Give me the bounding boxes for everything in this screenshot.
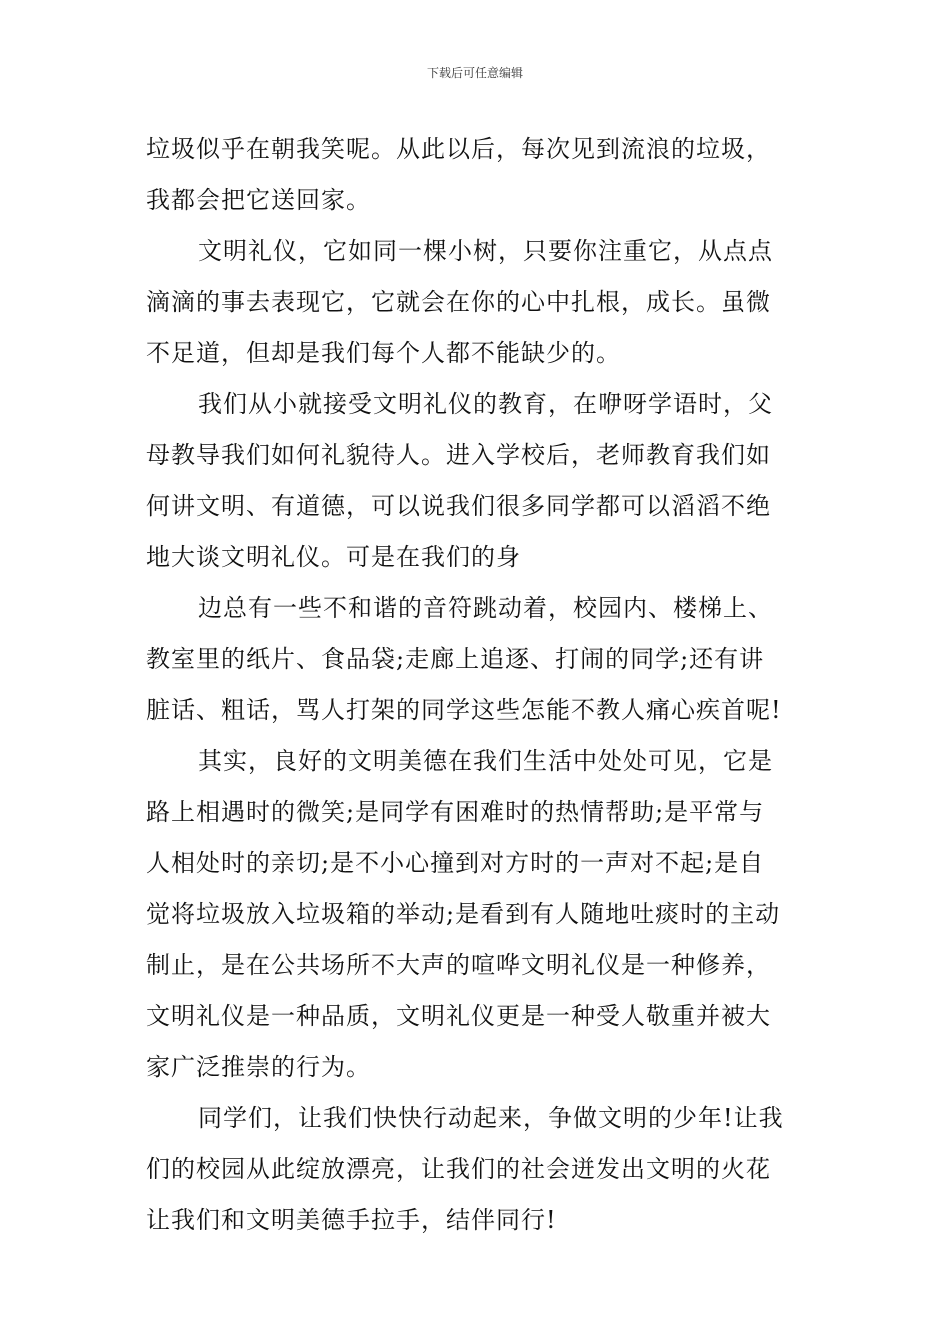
text-line: 滴滴的事去表现它，它就会在你的心中扎根，成长。虽微	[146, 288, 771, 316]
text-line: 何讲文明、有道德，可以说我们很多同学都可以滔滔不绝	[146, 492, 771, 520]
text-line: 地大谈文明礼仪。可是在我们的身	[146, 543, 521, 571]
text-line: 脏话、粗话，骂人打架的同学这些怎能不教人痛心疾首呢!	[146, 696, 782, 724]
text-line: 让我们和文明美德手拉手，结伴同行!	[146, 1206, 557, 1234]
text-line: 人相处时的亲切;是不小心撞到对方时的一声对不起;是自	[146, 849, 765, 877]
text-line: 们的校园从此绽放漂亮，让我们的社会迸发出文明的火花	[146, 1155, 771, 1183]
text-line: 制止，是在公共场所不大声的喧哗文明礼仪是一种修养，	[146, 951, 771, 979]
paragraph-first-line: 文明礼仪，它如同一棵小树，只要你注重它，从点点	[198, 237, 773, 265]
text-line: 不足道，但却是我们每个人都不能缺少的。	[146, 339, 621, 367]
paragraph-first-line: 同学们，让我们快快行动起来，争做文明的少年!让我	[198, 1104, 784, 1132]
text-line: 路上相遇时的微笑;是同学有困难时的热情帮助;是平常与	[146, 798, 765, 826]
text-line: 垃圾似乎在朝我笑呢。从此以后，每次见到流浪的垃圾，	[146, 135, 771, 163]
paragraph-first-line: 其实，良好的文明美德在我们生活中处处可见，它是	[198, 747, 773, 775]
text-line: 觉将垃圾放入垃圾箱的举动;是看到有人随地吐痰时的主动	[146, 900, 781, 928]
text-line: 家广泛推崇的行为。	[146, 1053, 371, 1081]
text-line: 教室里的纸片、食品袋;走廊上追逐、打闹的同学;还有讲	[146, 645, 765, 673]
text-line: 文明礼仪是一种品质，文明礼仪更是一种受人敬重并被大	[146, 1002, 771, 1030]
document-body	[146, 124, 810, 1246]
page-header: 下载后可任意编辑	[426, 66, 523, 80]
paragraph-first-line: 边总有一些不和谐的音符跳动着，校园内、楼梯上、	[198, 594, 773, 622]
text-line: 母教导我们如何礼貌待人。进入学校后，老师教育我们如	[146, 441, 771, 469]
paragraph-first-line: 我们从小就接受文明礼仪的教育，在咿呀学语时，父	[198, 390, 773, 418]
text-line: 我都会把它送回家。	[146, 186, 371, 214]
